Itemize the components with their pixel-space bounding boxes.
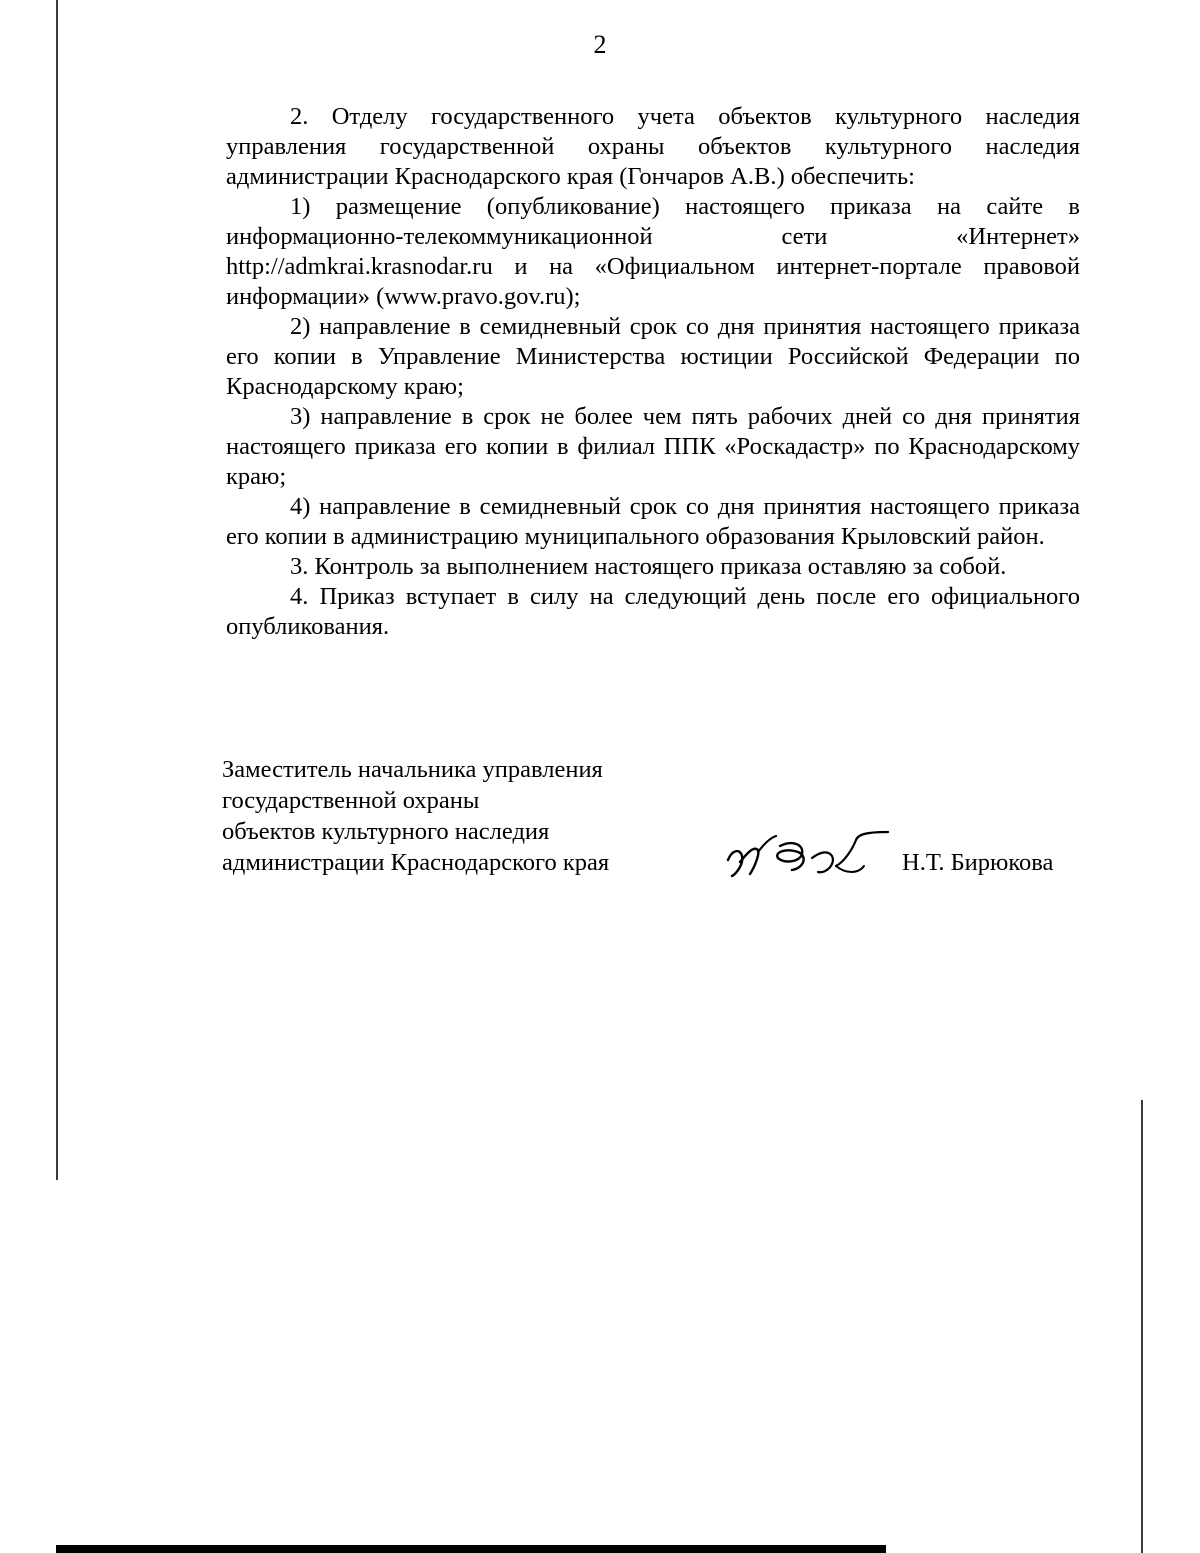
paragraph-subitem-1: 1) размещение (опубликование) настоящего приказа на сайте в информационно-телекоммуникационной сети «Интернет» http://admkrai.krasnodar.ru и на «Официальном интернет-портале правовой информации» (www.pravo.gov.ru); bbox=[226, 193, 1080, 310]
paragraph-item-3: 3. Контроль за выполнением настоящего приказа оставляю за собой. bbox=[290, 553, 1007, 580]
paragraph-subitem-4: 4) направление в семидневный срок со дня принятия настоящего приказа его копии в администрацию муниципального образования Крыловский район. bbox=[226, 493, 1080, 550]
signatory-title-line: администрации Краснодарского края bbox=[222, 849, 610, 876]
signatory-title-line: Заместитель начальника управления bbox=[222, 756, 603, 783]
paragraph-item-4: 4. Приказ вступает в силу на следующий день после его официального опубликования. bbox=[226, 583, 1080, 640]
scan-right-edge bbox=[1141, 1100, 1143, 1553]
signatory-title-line: государственной охраны bbox=[222, 787, 480, 814]
page-number: 2 bbox=[593, 30, 607, 59]
signatory-title-line: объектов культурного наследия bbox=[222, 818, 550, 845]
paragraph-subitem-3: 3) направление в срок не более чем пять рабочих дней со дня принятия настоящего приказа его копии в филиал ППК «Роскадастр» по Краснодарскому краю; bbox=[226, 403, 1080, 490]
paragraph-item-2: 2. Отделу государственного учета объектов культурного наследия управления государственной охраны объектов культурного наследия администрации Краснодарского края (Гончаров А.В.) обеспечить: bbox=[226, 103, 1080, 190]
scan-left-edge bbox=[56, 0, 58, 1180]
signatory-name: Н.Т. Бирюкова bbox=[902, 849, 1054, 876]
paragraph-subitem-2: 2) направление в семидневный срок со дня принятия настоящего приказа его копии в Управление Министерства юстиции Российской Федерации по Краснодарскому краю; bbox=[226, 313, 1080, 400]
scan-bottom-bar bbox=[56, 1545, 886, 1553]
handwritten-signature-icon bbox=[718, 822, 893, 884]
order-body bbox=[226, 102, 1080, 642]
